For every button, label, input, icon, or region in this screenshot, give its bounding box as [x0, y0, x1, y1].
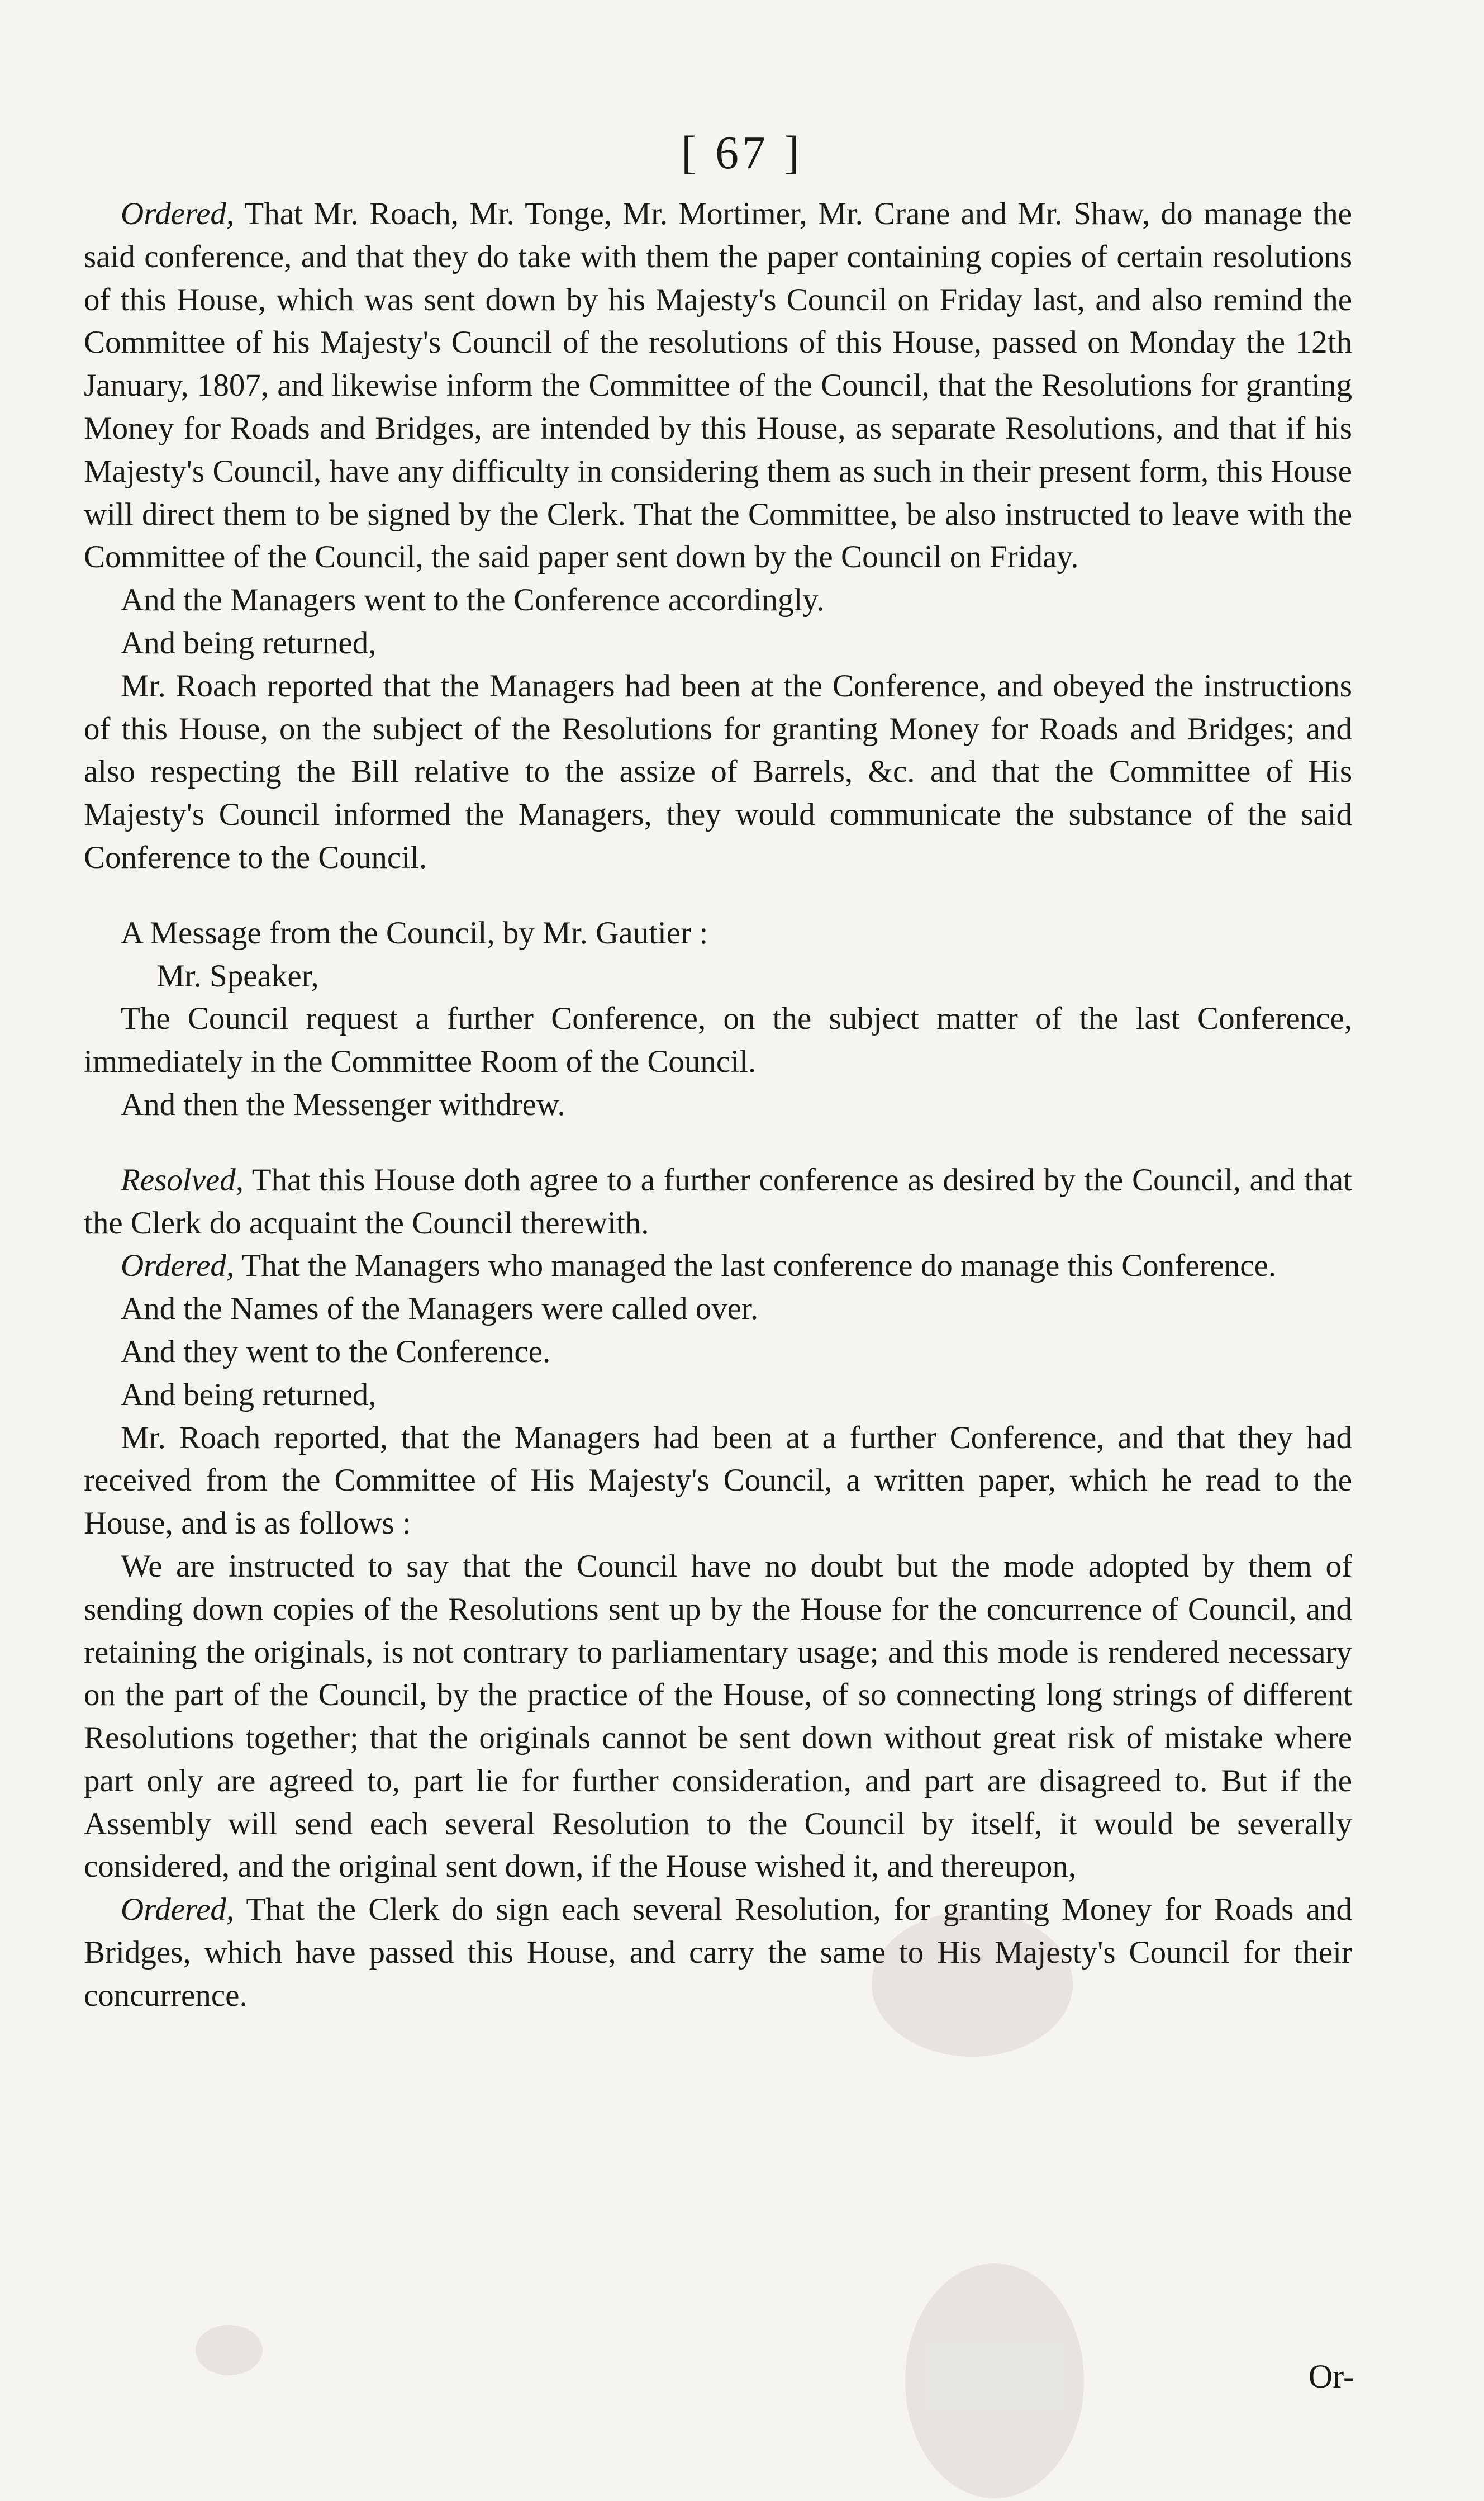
paragraph — [84, 998, 1352, 1084]
paragraph-lead: Resolved, — [121, 1162, 244, 1198]
paragraph-gap — [84, 1127, 1352, 1159]
paragraph-text: Mr. Speaker, — [156, 958, 319, 994]
paragraph-text: And the Managers went to the Conference accordingly. — [121, 582, 825, 618]
catchword: Or- — [1308, 2358, 1354, 2395]
paragraph-lead: Ordered, — [121, 1892, 235, 1928]
paragraph — [84, 1084, 1352, 1127]
paragraph — [84, 1288, 1352, 1331]
paragraph-gap — [84, 880, 1352, 912]
paper-stain — [872, 1911, 1073, 2057]
paragraph — [84, 1888, 1352, 2017]
paragraph-text: We are instructed to say that the Council have no doubt but the mode adopted by them of sending down copies of the Resolutions sent up by the House for the concurrence of Council, and retaining the originals, is not contrary to parliamentary usage; and this mode is rendered necessary on the part of the Council, by the practice of the House, of so connecting long strings of different Resolutions together; that the originals cannot be sent down without great risk of mistake where part only are agreed to, part lie for further consideration, and part are disagreed to. But if the Assembly will send each several Resolution to the Council by itself, it would be severally considered, and the original sent down, if the House wished it, and thereupon, — [84, 1548, 1352, 1885]
paragraph — [84, 579, 1352, 622]
paragraph-text: And they went to the Conference. — [121, 1333, 551, 1369]
paragraph — [84, 622, 1352, 665]
paragraph-text: The Council request a further Conference, on the subject matter of the last Conference, immediately in the Committee Room of the Council. — [84, 1001, 1352, 1080]
paragraph-text: And being returned, — [121, 625, 377, 661]
document-body — [84, 193, 1352, 2018]
paragraph-text: A Message from the Council, by Mr. Gautier : — [121, 915, 708, 951]
paragraph-lead: Ordered, — [121, 196, 235, 231]
page-number: [ 67 ] — [681, 127, 803, 179]
paragraph-text: Mr. Roach reported that the Managers had been at the Conference, and obeyed the instructions of this House, on the subject of the Resolutions for granting Money for Roads and Bridges; and also respecting the Bill relative to the assize of Barrels, &c. and that the Committee of His Majesty's Council informed the Managers, they would communicate the substance of the said Conference to the Council. — [84, 668, 1352, 875]
paragraph — [84, 912, 1352, 955]
paragraph-text: And then the Messenger withdrew. — [121, 1086, 565, 1122]
paragraph — [84, 665, 1352, 880]
paragraph — [84, 955, 1352, 998]
paragraph — [84, 1374, 1352, 1417]
paragraph-text: And being returned, — [121, 1377, 377, 1412]
paragraph-text: That Mr. Roach, Mr. Tonge, Mr. Mortimer, Mr. Crane and Mr. Shaw, do manage the said conference, and that they do take with them the paper containing copies of certain resolutions of this House, which was sent down by his Majesty's Council on Friday last, and also remind the Committee of his Majesty's Council of the resolutions of this House, passed on Monday the 12th January, 1807, and likewise inform the Committee of the Council, that the Resolutions for granting Money for Roads and Bridges, are intended by this House, as separate Resolutions, and that if his Majesty's Council, have any difficulty in considering them as such in their present form, this House will direct them to be signed by the Clerk. That the Committee, be also instructed to leave with the Committee of the Council, the said paper sent down by the Council on Friday. — [84, 196, 1352, 575]
paragraph-lead: Ordered, — [121, 1248, 235, 1284]
paragraph — [84, 193, 1352, 579]
paragraph-text: And the Names of the Managers were called over. — [121, 1291, 759, 1327]
paragraph — [84, 1417, 1352, 1545]
paragraph-text: That the Clerk do sign each several Resolution, for granting Money for Roads and Bridges, which have passed this House, and carry the same to His Majesty's Council for their concurrence. — [84, 1892, 1352, 2013]
paragraph-text: That the Managers who managed the last conference do manage this Conference. — [234, 1248, 1277, 1284]
paragraph — [84, 1159, 1352, 1245]
paragraph-text: Mr. Roach reported, that the Managers had been at a further Conference, and that they had received from the Committee of His Majesty's Council, a written paper, which he read to the House, and is as follows : — [84, 1420, 1352, 1541]
paragraph-text: That this House doth agree to a further conference as desired by the Council, and that the Clerk do acquaint the Council therewith. — [84, 1162, 1352, 1241]
paper-stain — [196, 2325, 263, 2375]
paragraph — [84, 1545, 1352, 1888]
paper-stain — [905, 2263, 1084, 2498]
paragraph — [84, 1245, 1352, 1288]
paragraph — [84, 1331, 1352, 1374]
